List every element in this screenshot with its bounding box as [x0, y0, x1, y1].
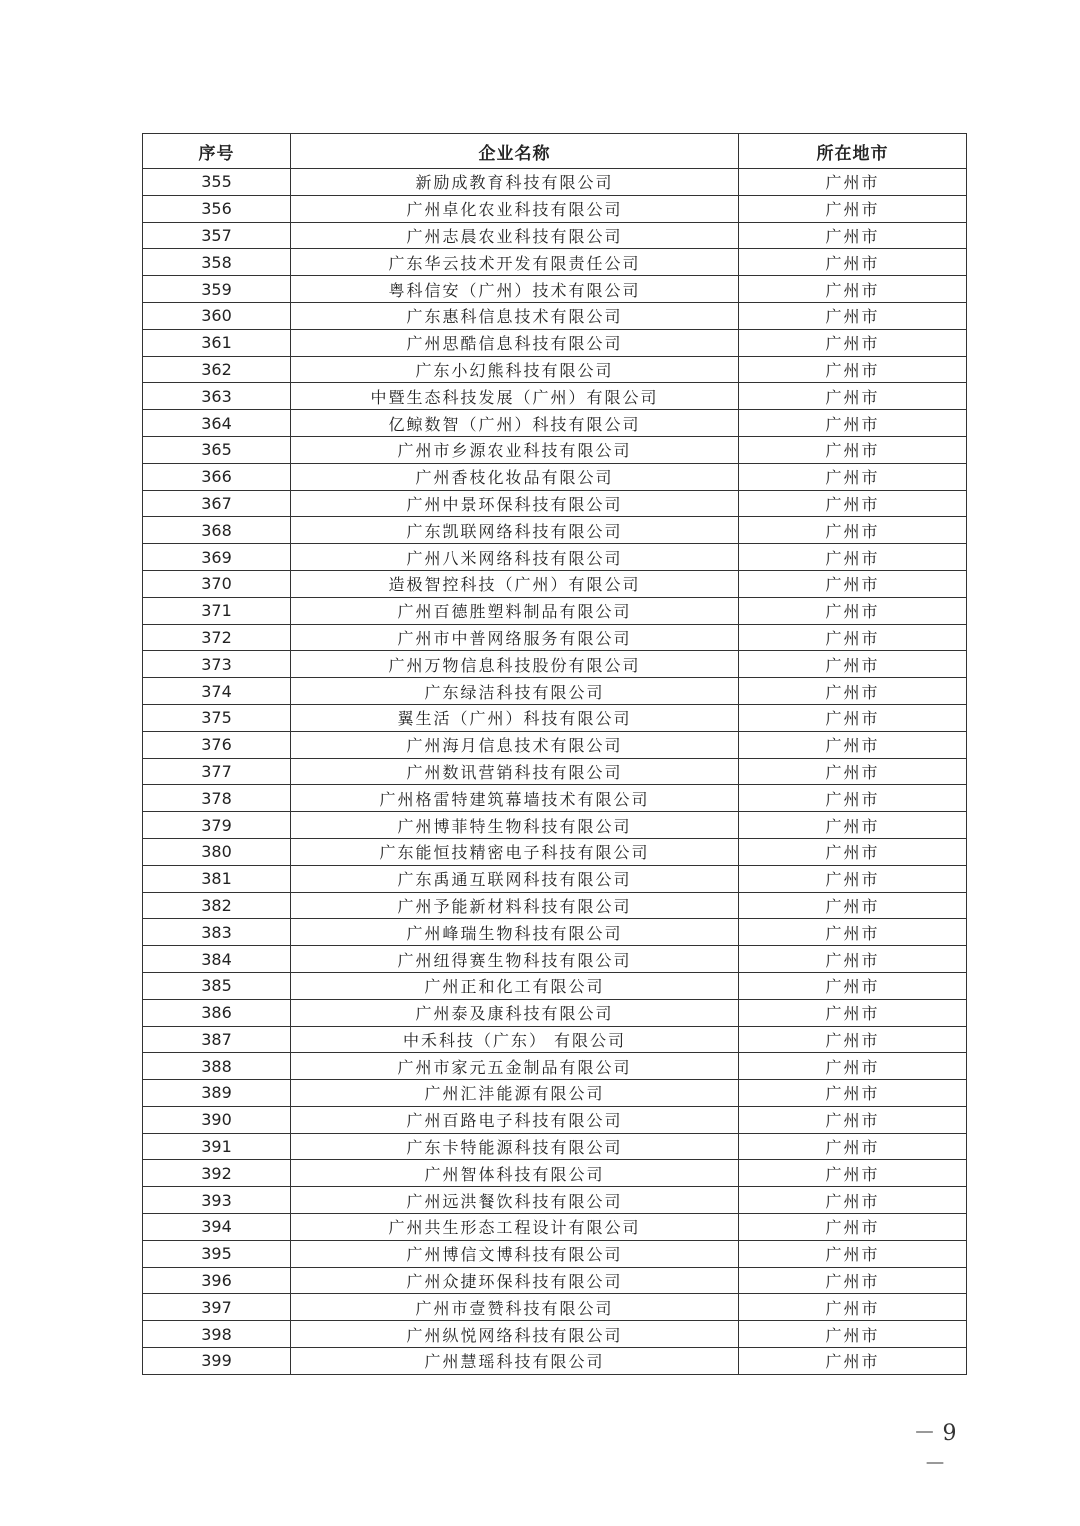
- serial-number-cell: 398: [143, 1321, 291, 1348]
- city-cell: 广州市: [739, 195, 967, 222]
- serial-number-cell: 390: [143, 1106, 291, 1133]
- serial-number-cell: 380: [143, 838, 291, 865]
- city-cell: 广州市: [739, 1080, 967, 1107]
- city-cell: 广州市: [739, 463, 967, 490]
- city-cell: 广州市: [739, 812, 967, 839]
- serial-number-cell: 386: [143, 999, 291, 1026]
- serial-number-cell: 365: [143, 436, 291, 463]
- serial-number-cell: 366: [143, 463, 291, 490]
- page-number: － 9 －: [913, 1421, 957, 1477]
- enterprise-name-cell: 广州众捷环保科技有限公司: [291, 1267, 739, 1294]
- city-cell: 广州市: [739, 758, 967, 785]
- table-header-row: [143, 134, 967, 169]
- enterprise-name-cell: 广州远洪餐饮科技有限公司: [291, 1187, 739, 1214]
- city-cell: 广州市: [739, 302, 967, 329]
- enterprise-name-cell: 广州正和化工有限公司: [291, 972, 739, 999]
- table-row: [143, 222, 967, 249]
- serial-number-cell: 361: [143, 329, 291, 356]
- table-row: [143, 517, 967, 544]
- enterprise-name-cell: 广东绿洁科技有限公司: [291, 678, 739, 705]
- enterprise-name-cell: 广州博菲特生物科技有限公司: [291, 812, 739, 839]
- serial-number-cell: 374: [143, 678, 291, 705]
- serial-number-cell: 367: [143, 490, 291, 517]
- serial-number-cell: 384: [143, 946, 291, 973]
- serial-number-cell: 355: [143, 169, 291, 196]
- enterprise-name-cell: 广州市乡源农业科技有限公司: [291, 436, 739, 463]
- city-cell: 广州市: [739, 356, 967, 383]
- enterprise-name-cell: 广州博信文博科技有限公司: [291, 1240, 739, 1267]
- enterprise-name-cell: 广州百路电子科技有限公司: [291, 1106, 739, 1133]
- enterprise-name-cell: 广东禹通互联网科技有限公司: [291, 865, 739, 892]
- city-cell: 广州市: [739, 678, 967, 705]
- table-row: [143, 356, 967, 383]
- enterprise-name-cell: 中暨生态科技发展（广州）有限公司: [291, 383, 739, 410]
- enterprise-name-cell: 广州思酷信息科技有限公司: [291, 329, 739, 356]
- enterprise-name-cell: 广州纽得赛生物科技有限公司: [291, 946, 739, 973]
- city-cell: 广州市: [739, 1026, 967, 1053]
- serial-number-cell: 379: [143, 812, 291, 839]
- city-cell: 广州市: [739, 383, 967, 410]
- header-city: 所在地市: [739, 134, 967, 169]
- serial-number-cell: 360: [143, 302, 291, 329]
- serial-number-cell: 389: [143, 1080, 291, 1107]
- city-cell: 广州市: [739, 972, 967, 999]
- serial-number-cell: 377: [143, 758, 291, 785]
- table-row: [143, 651, 967, 678]
- serial-number-cell: 368: [143, 517, 291, 544]
- table-row: [143, 1187, 967, 1214]
- city-cell: 广州市: [739, 1053, 967, 1080]
- table-row: [143, 383, 967, 410]
- table-row: [143, 1294, 967, 1321]
- serial-number-cell: 397: [143, 1294, 291, 1321]
- enterprise-name-cell: 广州峰瑞生物科技有限公司: [291, 919, 739, 946]
- city-cell: 广州市: [739, 865, 967, 892]
- table-row: [143, 785, 967, 812]
- city-cell: 广州市: [739, 517, 967, 544]
- enterprise-name-cell: 广州泰及康科技有限公司: [291, 999, 739, 1026]
- city-cell: 广州市: [739, 946, 967, 973]
- serial-number-cell: 370: [143, 570, 291, 597]
- city-cell: 广州市: [739, 919, 967, 946]
- table-row: [143, 276, 967, 303]
- city-cell: 广州市: [739, 410, 967, 437]
- serial-number-cell: 394: [143, 1214, 291, 1241]
- table-row: [143, 946, 967, 973]
- enterprise-name-cell: 广州志晨农业科技有限公司: [291, 222, 739, 249]
- city-cell: 广州市: [739, 1160, 967, 1187]
- enterprise-name-cell: 广州市中普网络服务有限公司: [291, 624, 739, 651]
- enterprise-name-cell: 广州慧瑶科技有限公司: [291, 1348, 739, 1375]
- city-cell: 广州市: [739, 1348, 967, 1375]
- enterprise-name-cell: 广州市壹赞科技有限公司: [291, 1294, 739, 1321]
- enterprise-name-cell: 广州数讯营销科技有限公司: [291, 758, 739, 785]
- table-row: [143, 597, 967, 624]
- table-row: [143, 999, 967, 1026]
- enterprise-name-cell: 粤科信安（广州）技术有限公司: [291, 276, 739, 303]
- enterprise-name-cell: 广东能恒技精密电子科技有限公司: [291, 838, 739, 865]
- serial-number-cell: 381: [143, 865, 291, 892]
- city-cell: 广州市: [739, 1294, 967, 1321]
- enterprise-name-cell: 广东小幻熊科技有限公司: [291, 356, 739, 383]
- serial-number-cell: 387: [143, 1026, 291, 1053]
- serial-number-cell: 369: [143, 544, 291, 571]
- header-serial-number: 序号: [143, 134, 291, 169]
- enterprise-name-cell: 广州共生形态工程设计有限公司: [291, 1214, 739, 1241]
- table-row: [143, 490, 967, 517]
- table-row: [143, 704, 967, 731]
- enterprise-name-cell: 广州万物信息科技股份有限公司: [291, 651, 739, 678]
- enterprise-name-cell: 新励成教育科技有限公司: [291, 169, 739, 196]
- city-cell: 广州市: [739, 490, 967, 517]
- city-cell: 广州市: [739, 892, 967, 919]
- table-row: [143, 731, 967, 758]
- city-cell: 广州市: [739, 651, 967, 678]
- table-row: [143, 678, 967, 705]
- enterprise-name-cell: 广州百德胜塑料制品有限公司: [291, 597, 739, 624]
- enterprise-name-cell: 翼生活（广州）科技有限公司: [291, 704, 739, 731]
- enterprise-name-cell: 广东卡特能源科技有限公司: [291, 1133, 739, 1160]
- serial-number-cell: 356: [143, 195, 291, 222]
- city-cell: 广州市: [739, 597, 967, 624]
- serial-number-cell: 378: [143, 785, 291, 812]
- enterprise-name-cell: 广东凯联网络科技有限公司: [291, 517, 739, 544]
- serial-number-cell: 395: [143, 1240, 291, 1267]
- serial-number-cell: 385: [143, 972, 291, 999]
- serial-number-cell: 383: [143, 919, 291, 946]
- serial-number-cell: 382: [143, 892, 291, 919]
- header-enterprise-name: 企业名称: [291, 134, 739, 169]
- serial-number-cell: 364: [143, 410, 291, 437]
- table-row: [143, 329, 967, 356]
- serial-number-cell: 375: [143, 704, 291, 731]
- enterprise-name-cell: 广州海月信息技术有限公司: [291, 731, 739, 758]
- enterprise-name-cell: 广州市家元五金制品有限公司: [291, 1053, 739, 1080]
- table-row: [143, 892, 967, 919]
- city-cell: 广州市: [739, 999, 967, 1026]
- table-row: [143, 919, 967, 946]
- table-row: [143, 302, 967, 329]
- table-row: [143, 195, 967, 222]
- table-row: [143, 1267, 967, 1294]
- table-row: [143, 410, 967, 437]
- enterprise-name-cell: 广州格雷特建筑幕墙技术有限公司: [291, 785, 739, 812]
- enterprise-name-cell: 广州智体科技有限公司: [291, 1160, 739, 1187]
- city-cell: 广州市: [739, 838, 967, 865]
- city-cell: 广州市: [739, 731, 967, 758]
- table-row: [143, 758, 967, 785]
- enterprise-name-cell: 广州纵悦网络科技有限公司: [291, 1321, 739, 1348]
- city-cell: 广州市: [739, 1321, 967, 1348]
- table-row: [143, 1348, 967, 1375]
- city-cell: 广州市: [739, 276, 967, 303]
- serial-number-cell: 392: [143, 1160, 291, 1187]
- enterprise-name-cell: 广州卓化农业科技有限公司: [291, 195, 739, 222]
- city-cell: 广州市: [739, 169, 967, 196]
- table-row: [143, 1214, 967, 1241]
- table-row: [143, 1160, 967, 1187]
- serial-number-cell: 396: [143, 1267, 291, 1294]
- table-row: [143, 1106, 967, 1133]
- enterprise-name-cell: 广东华云技术开发有限责任公司: [291, 249, 739, 276]
- city-cell: 广州市: [739, 570, 967, 597]
- serial-number-cell: 376: [143, 731, 291, 758]
- table-row: [143, 544, 967, 571]
- city-cell: 广州市: [739, 1106, 967, 1133]
- table-row: [143, 1321, 967, 1348]
- serial-number-cell: 391: [143, 1133, 291, 1160]
- city-cell: 广州市: [739, 1240, 967, 1267]
- serial-number-cell: 372: [143, 624, 291, 651]
- city-cell: 广州市: [739, 785, 967, 812]
- city-cell: 广州市: [739, 329, 967, 356]
- city-cell: 广州市: [739, 222, 967, 249]
- table-row: [143, 624, 967, 651]
- city-cell: 广州市: [739, 1133, 967, 1160]
- table-row: [143, 838, 967, 865]
- enterprise-name-cell: 广州香枝化妆品有限公司: [291, 463, 739, 490]
- table-row: [143, 249, 967, 276]
- serial-number-cell: 393: [143, 1187, 291, 1214]
- enterprise-name-cell: 广州中景环保科技有限公司: [291, 490, 739, 517]
- enterprise-name-cell: 亿鲸数智（广州）科技有限公司: [291, 410, 739, 437]
- table-row: [143, 865, 967, 892]
- serial-number-cell: 358: [143, 249, 291, 276]
- city-cell: 广州市: [739, 249, 967, 276]
- city-cell: 广州市: [739, 1267, 967, 1294]
- serial-number-cell: 363: [143, 383, 291, 410]
- enterprise-name-cell: 造极智控科技（广州）有限公司: [291, 570, 739, 597]
- table-row: [143, 463, 967, 490]
- serial-number-cell: 357: [143, 222, 291, 249]
- serial-number-cell: 359: [143, 276, 291, 303]
- city-cell: 广州市: [739, 624, 967, 651]
- table-row: [143, 169, 967, 196]
- city-cell: 广州市: [739, 1187, 967, 1214]
- serial-number-cell: 371: [143, 597, 291, 624]
- enterprise-name-cell: 广东惠科信息技术有限公司: [291, 302, 739, 329]
- enterprise-name-cell: 广州汇沣能源有限公司: [291, 1080, 739, 1107]
- city-cell: 广州市: [739, 1214, 967, 1241]
- table-row: [143, 570, 967, 597]
- serial-number-cell: 362: [143, 356, 291, 383]
- enterprise-name-cell: 中禾科技（广东） 有限公司: [291, 1026, 739, 1053]
- enterprise-name-cell: 广州予能新材料科技有限公司: [291, 892, 739, 919]
- enterprise-name-cell: 广州八米网络科技有限公司: [291, 544, 739, 571]
- table-row: [143, 812, 967, 839]
- table-body: [143, 169, 967, 1375]
- serial-number-cell: 388: [143, 1053, 291, 1080]
- table-row: [143, 1133, 967, 1160]
- table-row: [143, 972, 967, 999]
- serial-number-cell: 373: [143, 651, 291, 678]
- table-row: [143, 1080, 967, 1107]
- city-cell: 广州市: [739, 704, 967, 731]
- city-cell: 广州市: [739, 436, 967, 463]
- serial-number-cell: 399: [143, 1348, 291, 1375]
- enterprise-table: [142, 133, 967, 1375]
- city-cell: 广州市: [739, 544, 967, 571]
- table-row: [143, 1240, 967, 1267]
- table-row: [143, 1053, 967, 1080]
- table-row: [143, 1026, 967, 1053]
- table-row: [143, 436, 967, 463]
